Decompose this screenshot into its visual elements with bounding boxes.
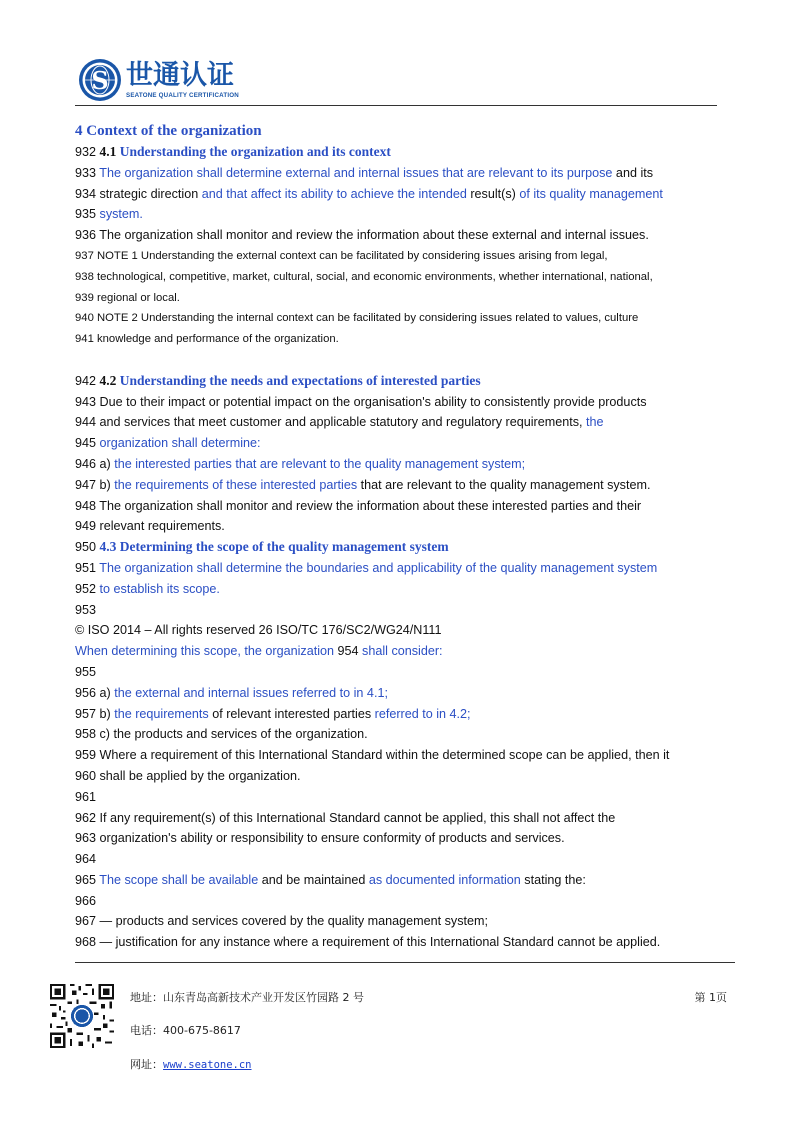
copyright-line: © ISO 2014 – All rights reserved 26 ISO/TC 176/SC2/WG24/N111 [75,623,442,638]
footer-phone: 电话：400-675-8617 [130,1024,241,1037]
text-line-963: 963 organization's ability or responsibility to ensure conformity of products and services. [75,831,565,846]
text-line-934: 934 strategic direction and that affect its ability to achieve the intended result(s) of its quality management [75,186,663,201]
text-line-956: 956 a) the external and internal issues referred to in 4.1; [75,685,388,700]
text-line-967: 967 — products and services covered by the quality management system; [75,914,489,929]
website-link[interactable]: www.seatone.cn [163,1059,252,1071]
blank-spacer [75,350,725,371]
text-line-936: 936 The organization shall monitor and review the information about these external and internal issues. [75,228,649,243]
text-line-952: 952 to establish its scope. [75,581,220,596]
text-line-960: 960 shall be applied by the organization. [75,768,301,783]
text-line-949: 949 relevant requirements. [75,519,225,534]
page-number: 第 1页 [694,991,727,1004]
text-line-954: When determining this scope, the organization 954 shall consider: [75,644,443,659]
text-line-946: 946 a) the interested parties that are relevant to the quality management system; [75,456,526,471]
text-line-941: 941 knowledge and performance of the organization. [75,333,339,346]
footer-website: 网址：www.seatone.cn [130,1058,252,1071]
seal-logo-icon [78,58,122,102]
text-line-938: 938 technological, competitive, market, cultural, social, and economic environments, whether international, national, [75,270,653,283]
text-line-935: 935 system. [75,207,143,222]
document-body [75,120,725,953]
text-line-961: 961 [75,789,97,804]
text-line-942: 942 4.2 Understanding the needs and expectations of interested parties [75,372,481,388]
text-line-958: 958 c) the products and services of the organization. [75,727,368,742]
text-line-959: 959 Where a requirement of this International Standard within the determined scope can be applied, then it [75,748,670,763]
text-line-962: 962 If any requirement(s) of this International Standard cannot be applied, this shall not affect the [75,810,616,825]
qr-code-icon [50,984,114,1048]
svg-text:S: S [91,66,109,95]
footer-address: 地址：山东青岛高新技术产业开发区竹园路 2 号 [130,991,364,1004]
logo-english-name: SEATONE QUALITY CERTIFICATION [126,92,239,99]
footer-divider [75,962,735,963]
text-line-951: 951 The organization shall determine the boundaries and applicability of the quality management system [75,560,658,575]
section-title: 4 Context of the organization [75,123,262,139]
text-line-955: 955 [75,664,97,679]
text-line-953: 953 [75,602,97,617]
text-line-943: 943 Due to their impact or potential impact on the organisation's ability to consistently provide products [75,394,647,409]
text-line-945: 945 organization shall determine: [75,436,261,451]
text-line-950: 950 4.3 Determining the scope of the quality management system [75,539,449,555]
text-line-937: 937 NOTE 1 Understanding the external context can be facilitated by considering issues arising from legal, [75,249,608,262]
text-line-965: 965 The scope shall be available and be maintained as documented information stating the: [75,872,586,887]
text-line-966: 966 [75,893,97,908]
text-line-968: 968 — justification for any instance where a requirement of this International Standard cannot be applied. [75,935,661,950]
text-line-948: 948 The organization shall monitor and review the information about these interested parties and their [75,498,642,513]
text-line-957: 957 b) the requirements of relevant interested parties referred to in 4.2; [75,706,471,721]
text-line-944: 944 and services that meet customer and applicable statutory and regulatory requirements, the [75,415,604,430]
header-divider [75,105,717,106]
logo-chinese-name: 世通认证 [126,60,234,91]
text-line-933: 933 The organization shall determine external and internal issues that are relevant to its purpose and its [75,165,654,180]
text-line-964: 964 [75,852,97,867]
text-line-932: 932 4.1 Understanding the organization and its context [75,144,391,159]
company-logo [78,56,239,104]
text-line-939: 939 regional or local. [75,291,180,304]
text-line-940: 940 NOTE 2 Understanding the internal context can be facilitated by considering issues related to values, culture [75,312,639,325]
text-line-947: 947 b) the requirements of these interested parties that are relevant to the quality management system. [75,477,651,492]
